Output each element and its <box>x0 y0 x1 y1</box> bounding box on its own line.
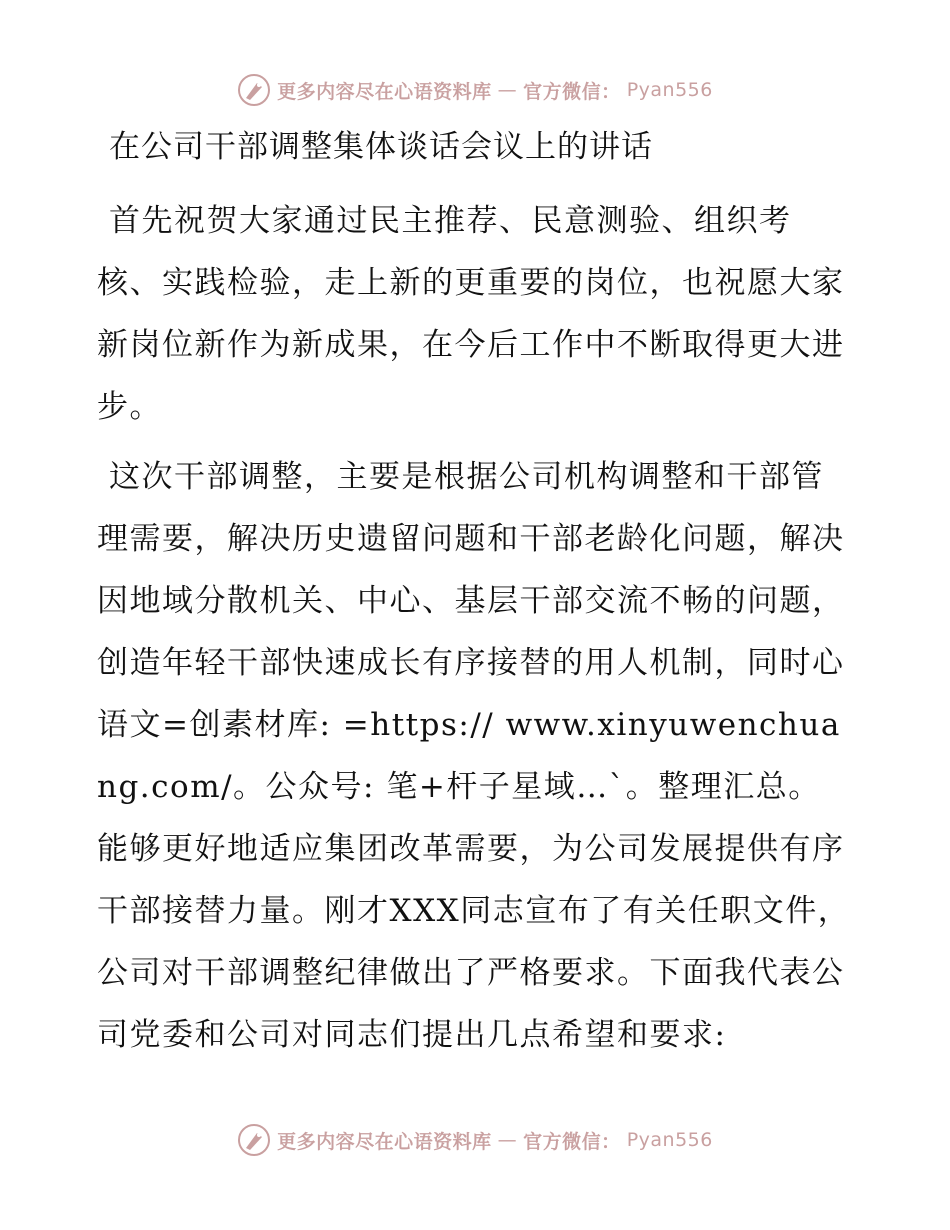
paragraph-2: 这次干部调整，主要是根据公司机构调整和干部管理需要，解决历史遗留问题和干部老龄化问题，解决因地域分散机关、中心、基层干部交流不畅的问题，创造年轻干部快速成长有序接替的用人机制，同时心语文=创素材库: =https:// www.xinyuwenchuang.com/。公众号: 笔+杆子星域…`。整理汇总。能够更好地适应集团改革需要，为公司发展提供有序干部接替力量。刚才XXX同志宣布了有关任职文件，公司对干部调整纪律做出了严格要求。下面我代表公司党委和公司对同志们提出几点希望和要求: <box>97 459 851 1053</box>
document-body <box>97 124 853 1074</box>
watermark-wechat-label: 官方微信： <box>523 1130 621 1153</box>
watermark-main-text: 更多内容尽在心语资料库 <box>277 1130 492 1153</box>
watermark-wechat-id: Pyan556 <box>626 1129 713 1151</box>
pen-nib-logo-icon <box>237 73 271 107</box>
paragraph-1: 首先祝贺大家通过民主推荐、民意测验、组织考核、实践检验，走上新的更重要的岗位，也祝愿大家新岗位新作为新成果，在今后工作中不断取得更大进步。 <box>97 203 845 425</box>
watermark-main-text: 更多内容尽在心语资料库 <box>277 80 492 103</box>
watermark-separator: — <box>497 1129 518 1151</box>
document-title: 在公司干部调整集体谈话会议上的讲话 <box>109 129 653 165</box>
watermark-wechat-label: 官方微信： <box>523 80 621 103</box>
watermark-banner-bottom <box>0 1120 950 1160</box>
watermark-wechat-id: Pyan556 <box>626 79 713 101</box>
pen-nib-logo-icon <box>237 1123 271 1157</box>
watermark-banner-top <box>0 70 950 110</box>
watermark-separator: — <box>497 79 518 101</box>
